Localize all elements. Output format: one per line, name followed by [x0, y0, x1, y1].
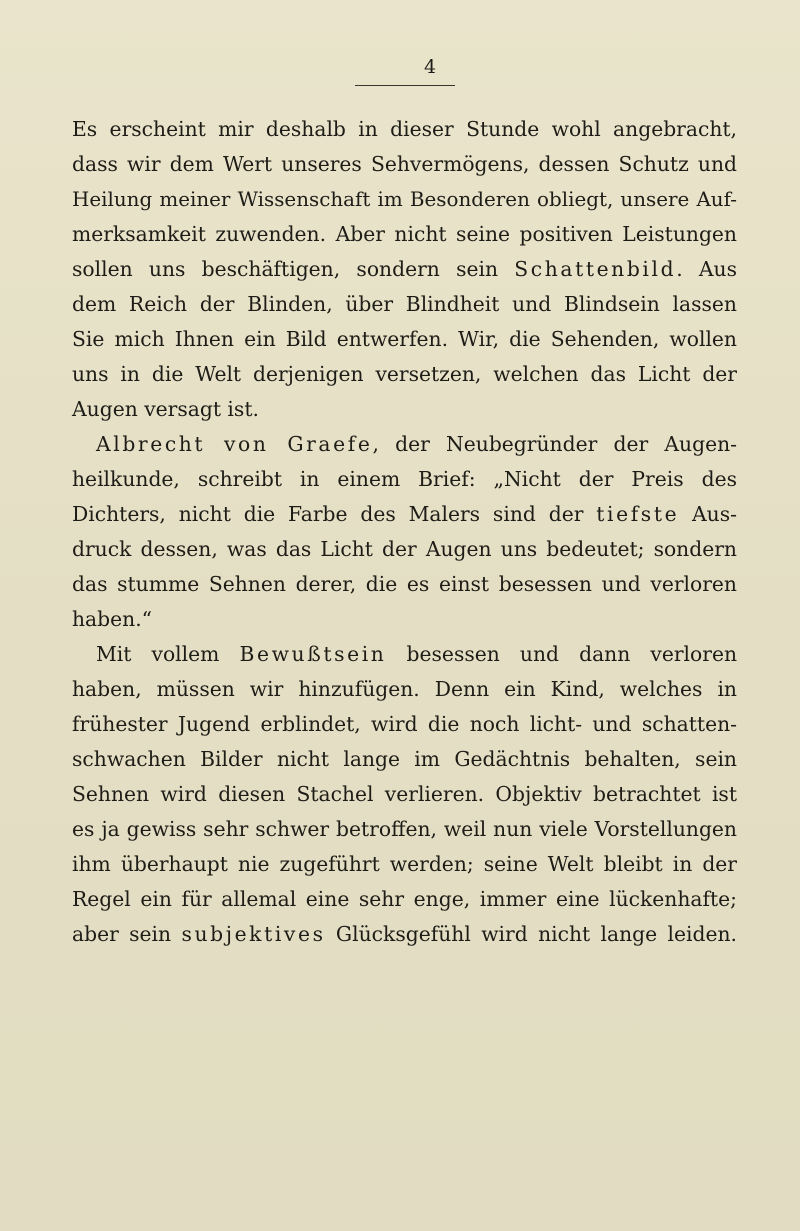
- text-line: [72, 322, 737, 357]
- text-line: [72, 777, 737, 812]
- text-line: [72, 602, 737, 637]
- text-line: [72, 917, 737, 952]
- emphasis-albrecht-von-graefe: Albrecht von Graefe: [96, 432, 373, 456]
- text-run: das stumme Sehnen derer, die es einst besessen und verloren: [72, 572, 737, 596]
- page-number: 4: [423, 56, 437, 78]
- text-run: es ja gewiss sehr schwer betroffen, weil nun viele Vorstellungen: [72, 817, 737, 841]
- text-run: Regel ein für allemal eine sehr enge, immer eine lückenhafte;: [72, 887, 737, 911]
- text-run: Dichters, nicht die Farbe des Malers sind der: [72, 502, 597, 526]
- text-run: heilkunde, schreibt in einem Brief: „Nicht der Preis des: [72, 467, 737, 491]
- text-run: frühester Jugend erblindet, wird die noch licht- und schatten-: [72, 712, 737, 736]
- text-run: Es erscheint mir deshalb in dieser Stunde wohl angebracht,: [72, 117, 737, 141]
- text-run: dass wir dem Wert unseres Sehvermögens, dessen Schutz und: [72, 152, 737, 176]
- text-line: [72, 357, 737, 392]
- text-line: [72, 707, 737, 742]
- text-run: Augen versagt ist.: [72, 397, 259, 421]
- text-line: [72, 812, 737, 847]
- text-line: [72, 287, 737, 322]
- text-line: [72, 427, 737, 462]
- text-run: besessen und dann verloren: [386, 642, 738, 666]
- text-line: [72, 112, 737, 147]
- text-run: schwachen Bilder nicht lange im Gedächtnis behalten, sein: [72, 747, 737, 771]
- text-run: haben, müssen wir hinzufügen. Denn ein Kind, welches in: [72, 677, 737, 701]
- body-text: [72, 112, 737, 952]
- text-run: druck dessen, was das Licht der Augen uns bedeutet; sondern: [72, 537, 737, 561]
- text-line: [72, 147, 737, 182]
- text-line: [72, 882, 737, 917]
- text-line: [72, 532, 737, 567]
- page-number-rule: [355, 85, 455, 86]
- text-run: aber sein: [72, 922, 182, 946]
- text-line: [72, 217, 737, 252]
- text-run: Sehnen wird diesen Stachel verlieren. Objektiv betrachtet ist: [72, 782, 737, 806]
- text-line: [72, 182, 737, 217]
- text-run: ihm überhaupt nie zugeführt werden; seine Welt bleibt in der: [72, 852, 737, 876]
- text-run: Glücksgefühl wird nicht lange leiden.: [325, 922, 737, 946]
- text-line: [72, 847, 737, 882]
- text-line: [72, 742, 737, 777]
- text-run: . Aus: [676, 257, 737, 281]
- emphasis-bewusstsein: Bewußtsein: [239, 642, 387, 666]
- text-line: [72, 462, 737, 497]
- text-run: Sie mich Ihnen ein Bild entwerfen. Wir, die Sehenden, wollen: [72, 327, 737, 351]
- text-line: [72, 252, 737, 287]
- text-run: uns in die Welt derjenigen versetzen, welchen das Licht der: [72, 362, 737, 386]
- text-line: [72, 637, 737, 672]
- text-line: [72, 567, 737, 602]
- text-run: dem Reich der Blinden, über Blindheit und Blindsein lassen: [72, 292, 737, 316]
- text-line: [72, 497, 737, 532]
- text-line: [72, 672, 737, 707]
- text-run: Aus-: [679, 502, 737, 526]
- text-run: sollen uns beschäftigen, sondern sein: [72, 257, 515, 281]
- text-run: Heilung meiner Wissenschaft im Besonderen obliegt, unsere Auf-: [72, 188, 737, 211]
- text-line: [72, 392, 737, 427]
- text-run: haben.“: [72, 607, 153, 631]
- text-run: merksamkeit zuwenden. Aber nicht seine positiven Leistungen: [72, 222, 737, 246]
- emphasis-subjektives: subjektives: [181, 922, 326, 946]
- text-run: Mit vollem: [96, 642, 240, 666]
- emphasis-schattenbild: Schattenbild: [514, 257, 677, 281]
- text-run: , der Neubegründer der Augen-: [372, 432, 737, 456]
- emphasis-tiefste: tiefste: [596, 502, 680, 526]
